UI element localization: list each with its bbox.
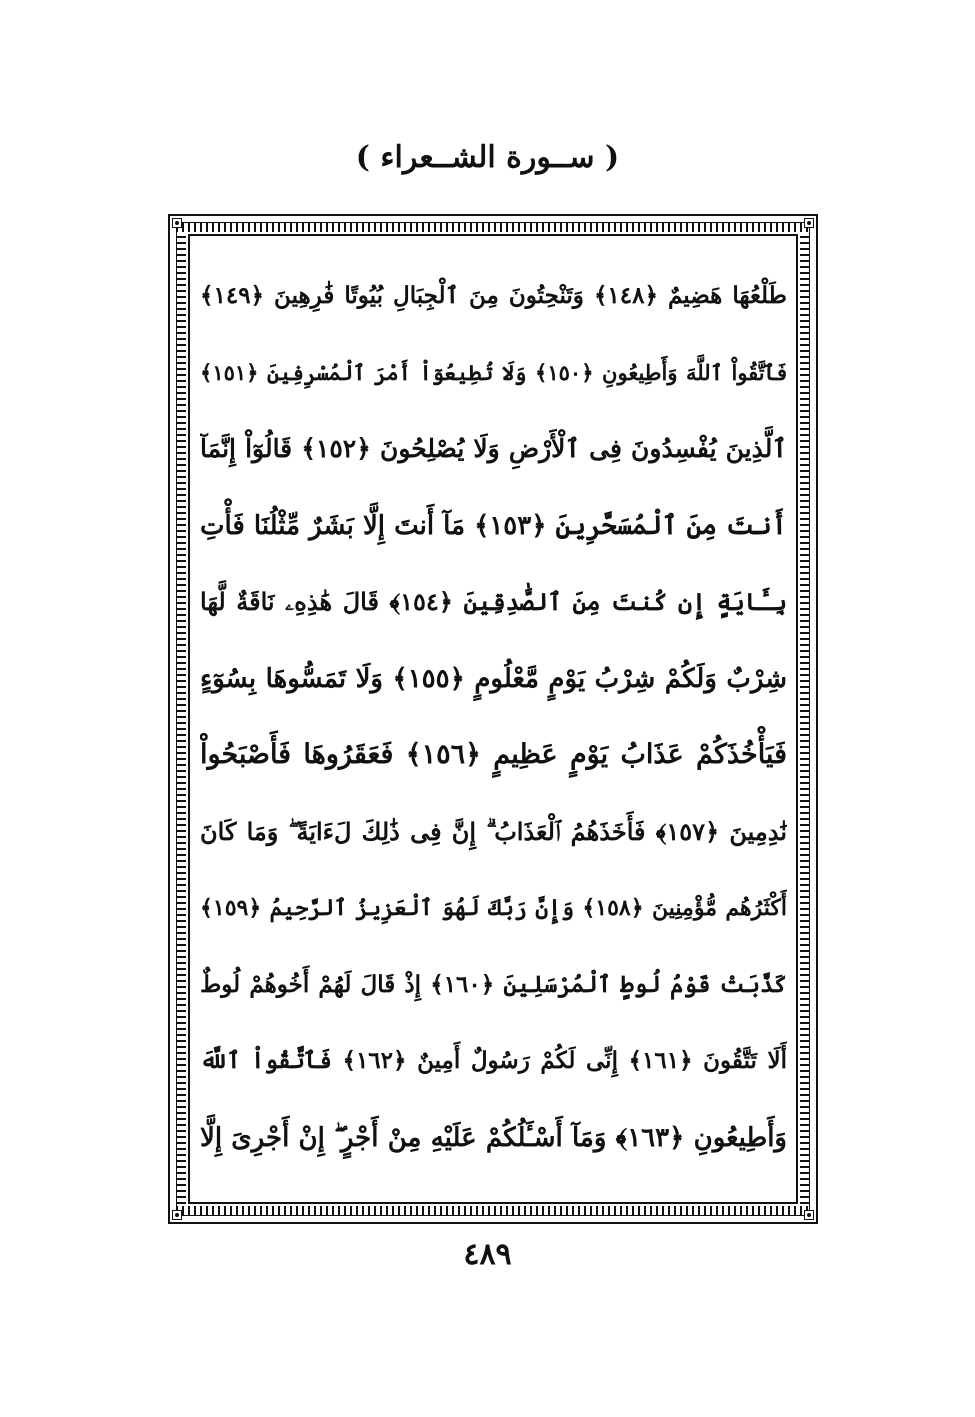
frame-corner-ornament (172, 1210, 182, 1220)
frame-corner-ornament (804, 218, 814, 228)
text-line: بِـَٔايَةٍ إِن كُنتَ مِنَ ٱلصَّٰدِقِينَ ﴿١٥٤﴾ قَالَ هَٰذِهِۦ نَاقَةٌ لَّهَا (200, 587, 787, 616)
page-number: ٤٨٩ (463, 1237, 512, 1272)
text-line: كَذَّبَتْ قَوْمُ لُوطٍ ٱلْمُرْسَلِينَ ﴿١٦٠﴾ إِذْ قَالَ لَهُمْ أَخُوهُمْ لُوطٌ (200, 970, 787, 998)
text-line: فَٱتَّقُواْ ٱللَّهَ وَأَطِيعُونِ ﴿١٥٠﴾ وَلَا تُطِيعُوٓاْ أَمْرَ ٱلْمُسْرِفِينَ ﴿١٥١﴾ (200, 359, 787, 385)
text-line: طَلْعُهَا هَضِيمٌ ﴿١٤٨﴾ وَتَنْحِتُونَ مِنَ ٱلْجِبَالِ بُيُوتًا فَٰرِهِينَ ﴿١٤٩﴾ (200, 282, 787, 309)
surah-title: ( ســورة الشــعراء ) (355, 140, 620, 175)
text-line: ٱلَّذِينَ يُفْسِدُونَ فِى ٱلْأَرْضِ وَلَا يُصْلِحُونَ ﴿١٥٢﴾ قَالُوٓاْ إِنَّمَآ (200, 434, 787, 463)
text-line: أَكْثَرُهُم مُّؤْمِنِينَ ﴿١٥٨﴾ وَإِنَّ رَبَّكَ لَهُوَ ٱلْعَزِيزُ ٱلرَّحِيمُ ﴿١٥٩﴾ (200, 895, 787, 921)
frame-corner-ornament (172, 218, 182, 228)
text-line: نَٰدِمِينَ ﴿١٥٧﴾ فَأَخَذَهُمُ ٱلْعَذَابُ ۗ إِنَّ فِى ذَٰلِكَ لَءَايَةً ۖ وَمَا كَانَ (200, 816, 787, 846)
quran-text (200, 258, 787, 1176)
frame-corner-ornament (804, 1210, 814, 1220)
text-line: فَيَأْخُذَكُمْ عَذَابُ يَوْمٍ عَظِيمٍ ﴿١٥٦﴾ فَعَقَرُوهَا فَأَصْبَحُواْ (200, 739, 787, 770)
text-line: أَلَا تَتَّقُونَ ﴿١٦١﴾ إِنِّى لَكُمْ رَسُولٌ أَمِينٌ ﴿١٦٢﴾ فَٱتَّقُواْ ٱللَّهَ (200, 1047, 787, 1074)
text-line: أَنتَ مِنَ ٱلْمُسَحَّرِينَ ﴿١٥٣﴾ مَآ أَنتَ إِلَّا بَشَرٌ مِّثْلُنَا فَأْتِ (200, 510, 787, 541)
text-line: وَأَطِيعُونِ ﴿١٦٣﴾ وَمَآ أَسْـَٔلُكُمْ عَلَيْهِ مِنْ أَجْرٍ ۖ إِنْ أَجْرِىَ إِلَّا (200, 1122, 787, 1153)
text-line: شِرْبٌ وَلَكُمْ شِرْبُ يَوْمٍ مَّعْلُومٍ ﴿١٥٥﴾ وَلَا تَمَسُّوهَا بِسُوٓءٍ (200, 663, 787, 694)
